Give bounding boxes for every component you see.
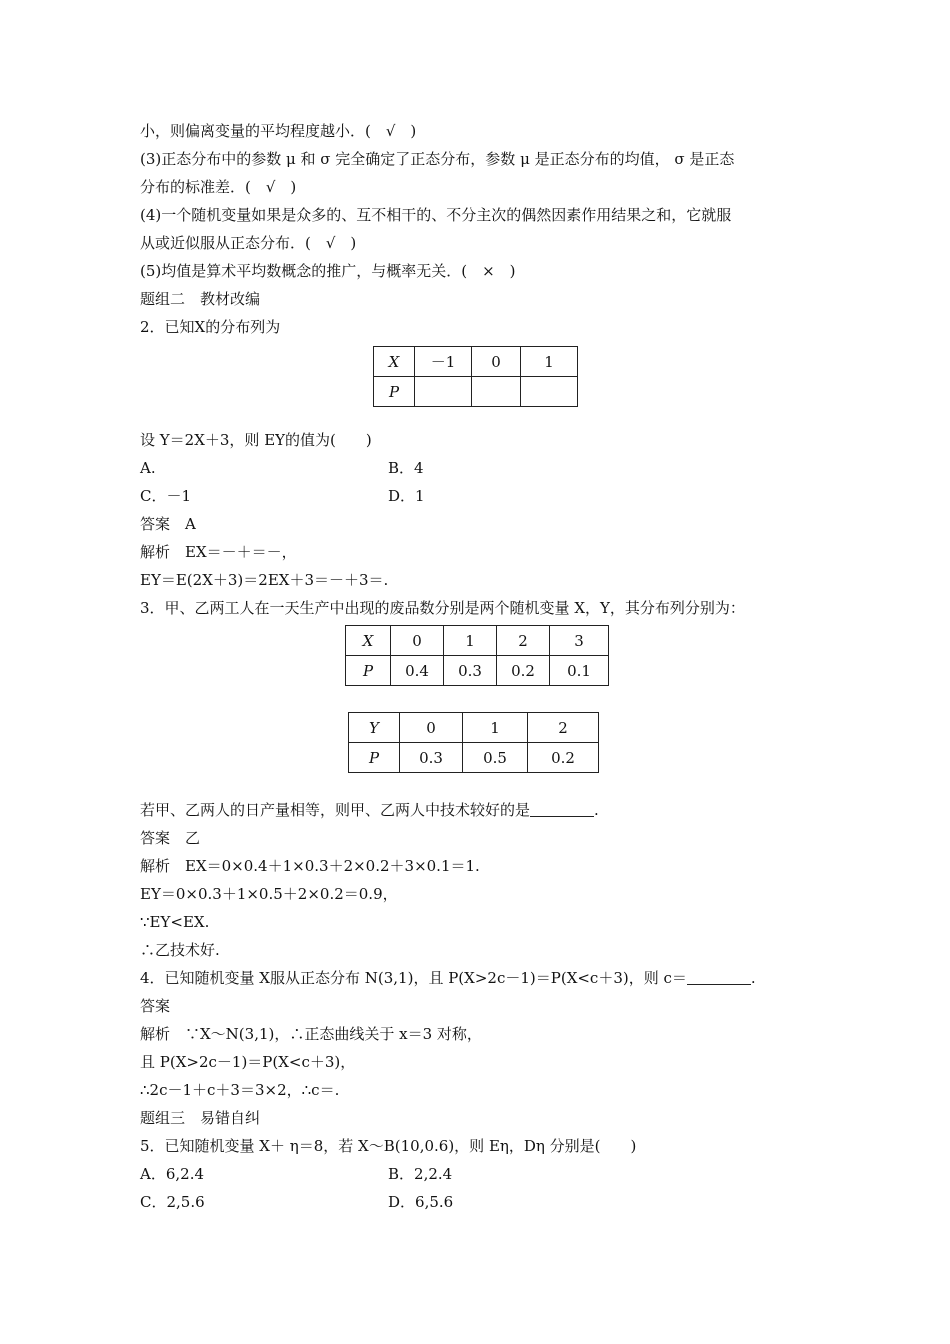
text-line: ∵EY<EX. (140, 913, 210, 931)
table-cell: 0.3 (444, 656, 497, 686)
table-cell (472, 377, 521, 407)
option-a: A．6,2.4 (140, 1165, 204, 1183)
table-cell: 0.1 (550, 656, 609, 686)
table-cell: －1 (415, 347, 472, 377)
table-row (346, 656, 609, 686)
distribution-table-y (348, 712, 599, 773)
table-cell (415, 377, 472, 407)
question-3: 3．甲、乙两工人在一天生产中出现的废品数分别是两个随机变量 X，Y，其分布列分别为： (140, 599, 745, 617)
option-b: B．2,2.4 (388, 1165, 453, 1183)
question-2: 2．已知X的分布列为 (140, 318, 281, 336)
table-row (374, 377, 578, 407)
table-cell: X (374, 347, 415, 377)
text-line: (3)正态分布中的参数 μ 和 σ 完全确定了正态分布，参数 μ 是正态分布的均值， σ 是正态 (140, 150, 735, 168)
question-5: 5．已知随机变量 X＋ η＝8，若 X～B(10,0.6)，则 Eη，Dη 分别是( ) (140, 1137, 637, 1155)
answer-line: 答案 A (140, 515, 196, 533)
table-cell: X (346, 626, 391, 656)
table-cell: 2 (528, 713, 599, 743)
table-cell: Y (349, 713, 400, 743)
distribution-table-x (373, 346, 578, 407)
text-line (140, 796, 599, 824)
option-c: C．－1 (140, 487, 192, 505)
answer-line: 答案 (140, 997, 171, 1015)
option-c: C．2,5.6 (140, 1193, 205, 1211)
option-b: B．4 (388, 459, 424, 477)
table-cell: 2 (497, 626, 550, 656)
text-line: ∴乙技术好. (140, 941, 220, 959)
table-row (346, 626, 609, 656)
table-cell: 0.2 (497, 656, 550, 686)
period: . (750, 969, 756, 987)
table-cell: 0.3 (400, 743, 463, 773)
table-cell: 0.2 (528, 743, 599, 773)
option-d: D．1 (388, 487, 425, 505)
table-cell: P (346, 656, 391, 686)
table-cell: 0 (472, 347, 521, 377)
table-cell: 3 (550, 626, 609, 656)
period: . (594, 801, 599, 819)
table-row (374, 347, 578, 377)
option-a: A. (140, 459, 156, 477)
section-heading: 题组二 教材改编 (140, 290, 261, 308)
table-cell: P (349, 743, 400, 773)
analysis-line: 解析 EX＝0×0.4＋1×0.3＋2×0.2＋3×0.1＝1. (140, 857, 480, 875)
text-line: 设 Y＝2X＋3，则 EY的值为( ) (140, 431, 372, 449)
text-line: 从或近似服从正态分布．( √ ) (140, 234, 357, 252)
section-heading: 题组三 易错自纠 (140, 1109, 261, 1127)
table-row (349, 743, 599, 773)
table-cell: P (374, 377, 415, 407)
analysis-line: 解析 EX＝－＋＝－， (140, 543, 297, 561)
question-text: 若甲、乙两人的日产量相等，则甲、乙两人中技术较好的是 (140, 801, 531, 819)
table-cell: 0 (400, 713, 463, 743)
table-cell: 1 (444, 626, 497, 656)
analysis-line: 解析 ∵X～N(3,1)，∴正态曲线关于 x＝3 对称， (140, 1025, 482, 1043)
text-line: ∴2c－1＋c＋3＝3×2，∴c＝. (140, 1081, 340, 1099)
text-line: 且 P(X>2c－1)＝P(X<c＋3)， (140, 1053, 356, 1071)
text-line: 小，则偏离变量的平均程度越小．( √ ) (140, 122, 417, 140)
table-cell: 0.4 (391, 656, 444, 686)
table-row (349, 713, 599, 743)
distribution-table-x2 (345, 625, 609, 686)
table-cell: 0 (391, 626, 444, 656)
table-cell: 1 (463, 713, 528, 743)
option-d: D．6,5.6 (388, 1193, 454, 1211)
text-line: (4)一个随机变量如果是众多的、互不相干的、不分主次的偶然因素作用结果之和，它就服 (140, 206, 732, 224)
answer-line: 答案 乙 (140, 829, 201, 847)
text-line: EY＝0×0.3＋1×0.5＋2×0.2＝0.9， (140, 885, 398, 903)
table-cell: 1 (521, 347, 578, 377)
question-4 (140, 964, 756, 992)
text-line: 分布的标准差．( √ ) (140, 178, 297, 196)
answer-blank (687, 968, 751, 985)
text-line: (5)均值是算术平均数概念的推广，与概率无关．( × ) (140, 262, 516, 280)
text-line: EY＝E(2X＋3)＝2EX＋3＝－＋3＝. (140, 571, 389, 589)
answer-blank (530, 800, 594, 817)
question-text: 4．已知随机变量 X服从正态分布 N(3,1)，且 P(X>2c－1)＝P(X<c＋3)，则 c＝ (140, 969, 687, 987)
table-cell (521, 377, 578, 407)
table-cell: 0.5 (463, 743, 528, 773)
